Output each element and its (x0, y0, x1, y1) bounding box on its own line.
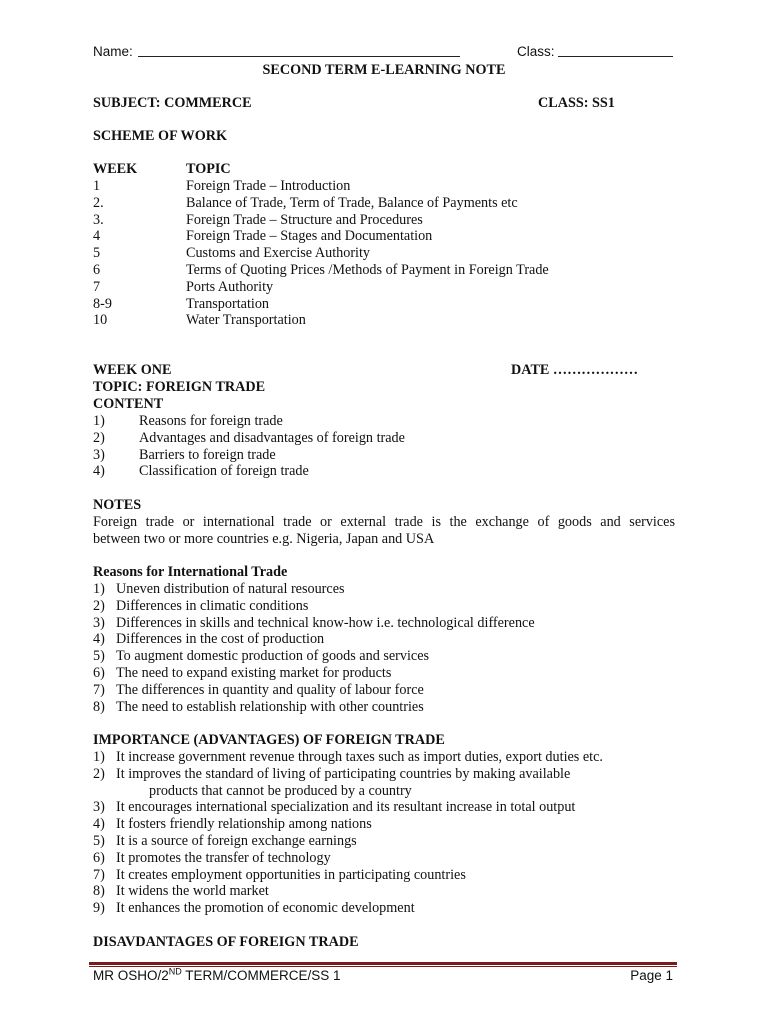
scheme-heading: SCHEME OF WORK (93, 128, 228, 144)
scheme-topic: Ports Authority (186, 278, 274, 295)
importance-number: 7) (93, 866, 105, 883)
scheme-week: 10 (93, 312, 108, 329)
reason-number: 1) (93, 581, 105, 597)
topic-column-header: TOPIC (186, 161, 231, 177)
reason-text: The need to expand existing market for products (116, 665, 392, 681)
importance-number: 2) (93, 765, 105, 782)
scheme-topic: Balance of Trade, Term of Trade, Balance of Payments etc (186, 194, 518, 211)
scheme-week: 5 (93, 245, 101, 262)
reason-number: 8) (93, 698, 105, 715)
reason-text: The differences in quantity and quality of labour force (116, 681, 424, 698)
scheme-topic: Terms of Quoting Prices /Methods of Payment in Foreign Trade (186, 262, 549, 278)
reason-number: 5) (93, 648, 105, 665)
reason-number: 6) (93, 665, 105, 681)
disadvantages-heading: DISAVDANTAGES OF FOREIGN TRADE (93, 934, 359, 950)
importance-number: 3) (93, 799, 105, 816)
scheme-topic: Water Transportation (186, 312, 306, 329)
content-text: Barriers to foreign trade (139, 446, 276, 463)
content-number: 4) (93, 463, 105, 480)
document-title: SECOND TERM E-LEARNING NOTE (262, 62, 506, 78)
importance-text: It fosters friendly relationship among nations (116, 816, 372, 833)
notes-heading: NOTES (93, 497, 142, 513)
footer-left: MR OSHO/2ND TERM/COMMERCE/SS 1 (93, 966, 341, 983)
scheme-week: 8-9 (93, 295, 112, 312)
class-blank (558, 44, 673, 57)
importance-text: It creates employment opportunities in participating countries (116, 866, 466, 883)
reason-number: 7) (93, 681, 105, 698)
page-number: Page 1 (630, 968, 673, 983)
reasons-heading: Reasons for International Trade (93, 564, 288, 580)
importance-text: It promotes the transfer of technology (116, 849, 331, 866)
content-number: 3) (93, 446, 105, 463)
importance-heading: IMPORTANCE (ADVANTAGES) OF FOREIGN TRADE (93, 732, 445, 748)
week-column-header: WEEK (93, 161, 138, 177)
content-number: 1) (93, 413, 105, 429)
reason-number: 4) (93, 631, 105, 648)
importance-text: It is a source of foreign exchange earnings (116, 833, 357, 849)
scheme-topic: Customs and Exercise Authority (186, 245, 371, 262)
scheme-topic: Foreign Trade – Structure and Procedures (186, 211, 423, 228)
class-line: CLASS: SS1 (538, 95, 615, 111)
reason-text: Differences in skills and technical know-how i.e. technological difference (116, 614, 535, 631)
class-label: Class: (517, 44, 555, 59)
importance-number: 8) (93, 883, 105, 900)
scheme-week: 2. (93, 194, 104, 211)
reason-text: Differences in the cost of production (116, 631, 325, 648)
week-one-heading: WEEK ONE (93, 362, 172, 378)
importance-text: It encourages international specialization and its resultant increase in total output (116, 799, 576, 816)
notes-paragraph-line-2: between two or more countries e.g. Nigeria, Japan and USA (93, 531, 435, 547)
date-field: DATE ……………… (511, 362, 639, 378)
reason-text: Uneven distribution of natural resources (116, 581, 345, 597)
importance-number: 5) (93, 833, 105, 849)
importance-text: It improves the standard of living of participating countries by making available (116, 765, 571, 782)
topic-heading: TOPIC: FOREIGN TRADE (93, 379, 266, 395)
scheme-week: 6 (93, 262, 101, 278)
scheme-week: 7 (93, 278, 101, 295)
scheme-week: 4 (93, 228, 101, 245)
importance-text: It enhances the promotion of economic development (116, 900, 415, 917)
scheme-week: 3. (93, 211, 104, 228)
content-text: Classification of foreign trade (139, 463, 309, 480)
content-text: Reasons for foreign trade (139, 413, 283, 429)
importance-number: 1) (93, 749, 105, 765)
importance-text: It widens the world market (116, 883, 269, 900)
reason-text: To augment domestic production of goods and services (116, 648, 430, 665)
content-number: 2) (93, 429, 105, 446)
importance-number: 9) (93, 900, 105, 917)
notes-paragraph-line-1: Foreign trade or international trade or external trade is the exchange of goods and services (93, 514, 675, 530)
name-blank (138, 44, 460, 57)
importance-number: 4) (93, 816, 105, 833)
scheme-topic: Foreign Trade – Introduction (186, 178, 351, 194)
scheme-topic: Transportation (186, 295, 270, 312)
reason-text: Differences in climatic conditions (116, 597, 309, 614)
footer-rule (89, 962, 677, 965)
name-label: Name: (93, 44, 133, 59)
content-heading: CONTENT (93, 396, 164, 412)
scheme-week: 1 (93, 178, 101, 194)
scheme-topic: Foreign Trade – Stages and Documentation (186, 228, 433, 245)
reason-number: 2) (93, 597, 105, 614)
reason-number: 3) (93, 614, 105, 631)
importance-text: It increase government revenue through taxes such as import duties, export duties etc. (116, 749, 603, 765)
importance-text: products that cannot be produced by a country (149, 782, 412, 799)
content-text: Advantages and disadvantages of foreign trade (139, 429, 405, 446)
subject-line: SUBJECT: COMMERCE (93, 95, 252, 111)
importance-number: 6) (93, 849, 105, 866)
reason-text: The need to establish relationship with other countries (116, 698, 424, 715)
